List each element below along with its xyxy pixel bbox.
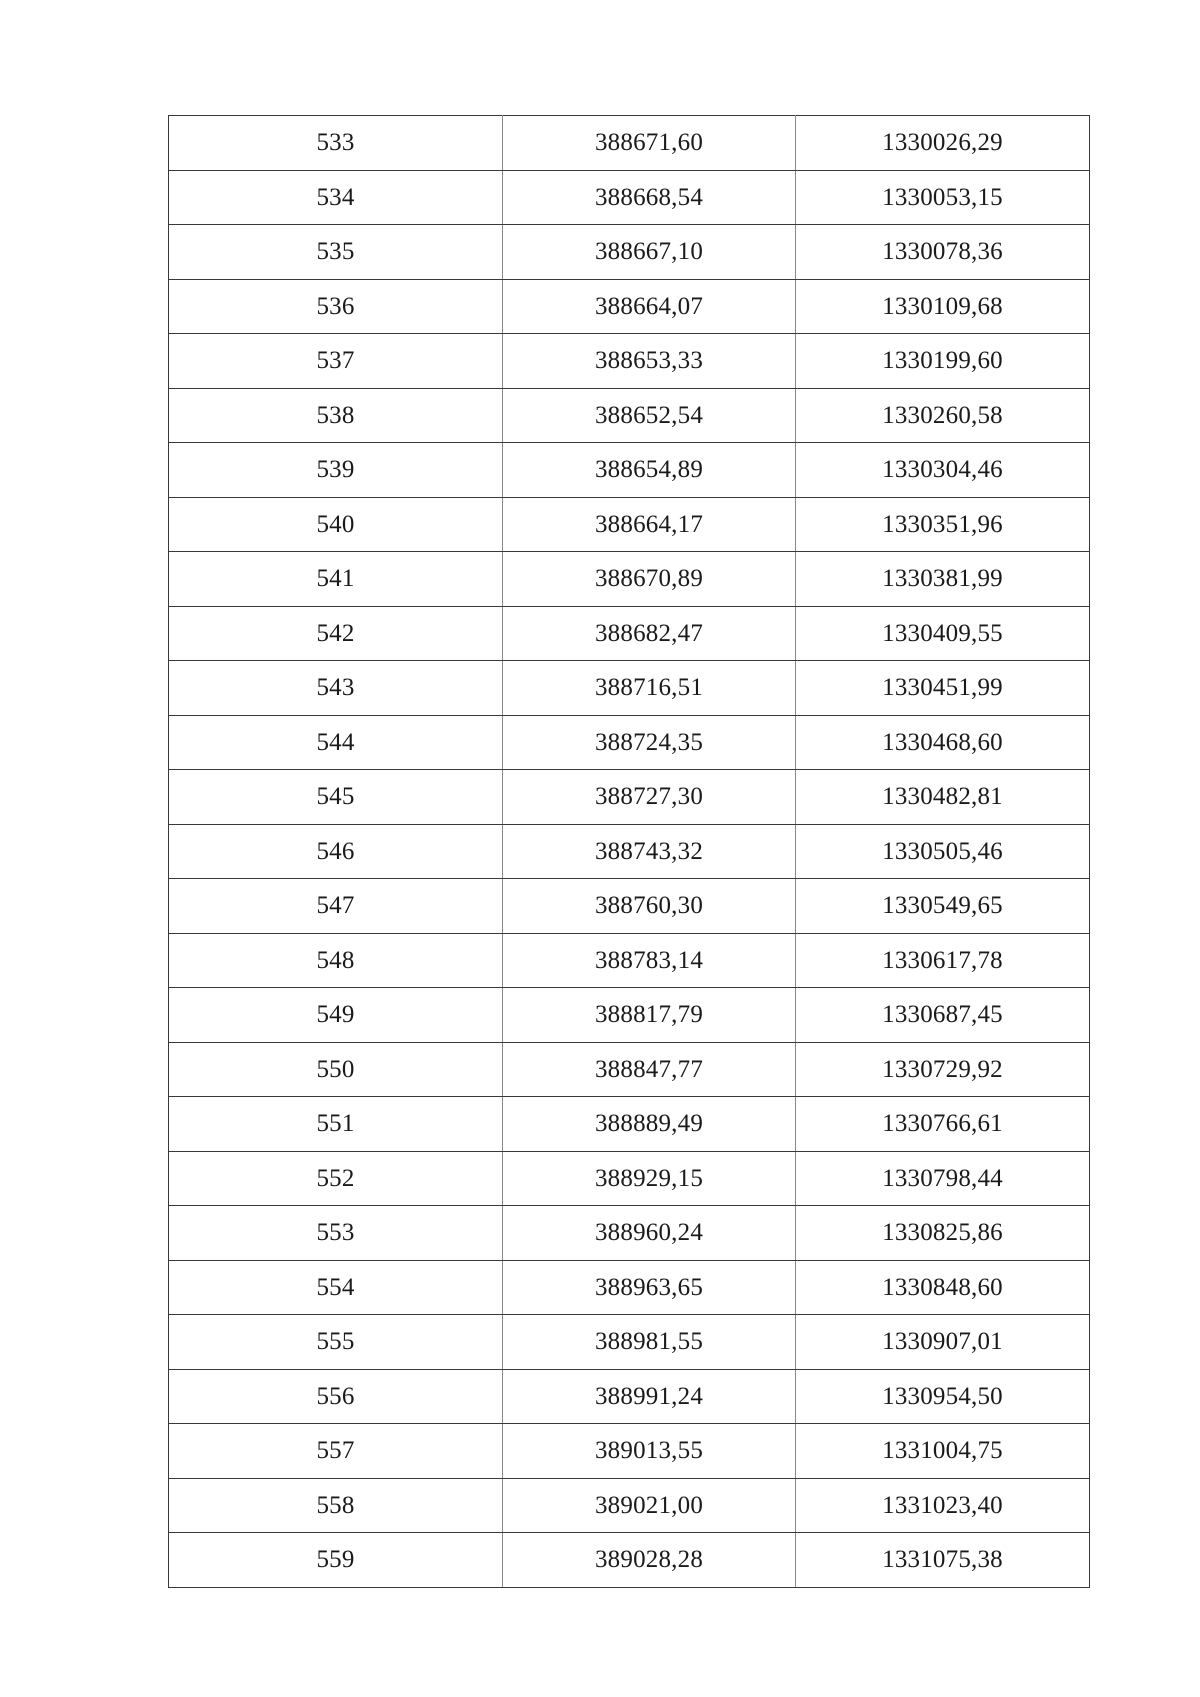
point-number-cell: 538 — [169, 388, 503, 443]
table-row — [169, 1424, 1090, 1479]
y-coordinate-cell: 1330617,78 — [796, 933, 1090, 988]
table-row — [169, 606, 1090, 661]
point-number-cell: 558 — [169, 1478, 503, 1533]
point-number-cell: 556 — [169, 1369, 503, 1424]
x-coordinate-cell: 388682,47 — [503, 606, 796, 661]
x-coordinate-cell: 388716,51 — [503, 661, 796, 716]
point-number-cell: 537 — [169, 334, 503, 389]
table-row — [169, 988, 1090, 1043]
point-number-cell: 551 — [169, 1097, 503, 1152]
point-number-cell: 544 — [169, 715, 503, 770]
y-coordinate-cell: 1330109,68 — [796, 279, 1090, 334]
x-coordinate-cell: 388963,65 — [503, 1260, 796, 1315]
point-number-cell: 541 — [169, 552, 503, 607]
table-row — [169, 334, 1090, 389]
table-row — [169, 770, 1090, 825]
x-coordinate-cell: 388981,55 — [503, 1315, 796, 1370]
y-coordinate-cell: 1330729,92 — [796, 1042, 1090, 1097]
point-number-cell: 540 — [169, 497, 503, 552]
x-coordinate-cell: 388960,24 — [503, 1206, 796, 1261]
x-coordinate-cell: 389028,28 — [503, 1533, 796, 1588]
table-row — [169, 1097, 1090, 1152]
table-row — [169, 1042, 1090, 1097]
x-coordinate-cell: 388667,10 — [503, 225, 796, 280]
y-coordinate-cell: 1330848,60 — [796, 1260, 1090, 1315]
x-coordinate-cell: 388670,89 — [503, 552, 796, 607]
x-coordinate-cell: 388991,24 — [503, 1369, 796, 1424]
table-row — [169, 225, 1090, 280]
point-number-cell: 550 — [169, 1042, 503, 1097]
y-coordinate-cell: 1330053,15 — [796, 170, 1090, 225]
point-number-cell: 534 — [169, 170, 503, 225]
y-coordinate-cell: 1330078,36 — [796, 225, 1090, 280]
point-number-cell: 559 — [169, 1533, 503, 1588]
y-coordinate-cell: 1330351,96 — [796, 497, 1090, 552]
y-coordinate-cell: 1330381,99 — [796, 552, 1090, 607]
table-row — [169, 715, 1090, 770]
table-row — [169, 933, 1090, 988]
table-row — [169, 1315, 1090, 1370]
x-coordinate-cell: 388664,17 — [503, 497, 796, 552]
table-row — [169, 388, 1090, 443]
point-number-cell: 554 — [169, 1260, 503, 1315]
x-coordinate-cell: 388847,77 — [503, 1042, 796, 1097]
table-row — [169, 497, 1090, 552]
y-coordinate-cell: 1330687,45 — [796, 988, 1090, 1043]
x-coordinate-cell: 388671,60 — [503, 116, 796, 171]
table-row — [169, 824, 1090, 879]
table-row — [169, 116, 1090, 171]
point-number-cell: 548 — [169, 933, 503, 988]
point-number-cell: 557 — [169, 1424, 503, 1479]
y-coordinate-cell: 1330954,50 — [796, 1369, 1090, 1424]
point-number-cell: 539 — [169, 443, 503, 498]
point-number-cell: 547 — [169, 879, 503, 934]
point-number-cell: 542 — [169, 606, 503, 661]
point-number-cell: 555 — [169, 1315, 503, 1370]
y-coordinate-cell: 1331004,75 — [796, 1424, 1090, 1479]
table-row — [169, 1206, 1090, 1261]
point-number-cell: 535 — [169, 225, 503, 280]
x-coordinate-cell: 388889,49 — [503, 1097, 796, 1152]
table-row — [169, 552, 1090, 607]
y-coordinate-cell: 1330549,65 — [796, 879, 1090, 934]
point-number-cell: 546 — [169, 824, 503, 879]
x-coordinate-cell: 388652,54 — [503, 388, 796, 443]
x-coordinate-cell: 388760,30 — [503, 879, 796, 934]
x-coordinate-cell: 388817,79 — [503, 988, 796, 1043]
y-coordinate-cell: 1330026,29 — [796, 116, 1090, 171]
table-row — [169, 1151, 1090, 1206]
table-row — [169, 1369, 1090, 1424]
x-coordinate-cell: 388654,89 — [503, 443, 796, 498]
point-number-cell: 536 — [169, 279, 503, 334]
point-number-cell: 552 — [169, 1151, 503, 1206]
y-coordinate-cell: 1330199,60 — [796, 334, 1090, 389]
x-coordinate-cell: 388929,15 — [503, 1151, 796, 1206]
coordinates-table-body — [169, 116, 1090, 1588]
y-coordinate-cell: 1330451,99 — [796, 661, 1090, 716]
point-number-cell: 533 — [169, 116, 503, 171]
point-number-cell: 543 — [169, 661, 503, 716]
y-coordinate-cell: 1330766,61 — [796, 1097, 1090, 1152]
coordinates-table — [168, 115, 1090, 1588]
x-coordinate-cell: 388664,07 — [503, 279, 796, 334]
y-coordinate-cell: 1330409,55 — [796, 606, 1090, 661]
x-coordinate-cell: 388743,32 — [503, 824, 796, 879]
x-coordinate-cell: 389013,55 — [503, 1424, 796, 1479]
point-number-cell: 545 — [169, 770, 503, 825]
table-row — [169, 170, 1090, 225]
y-coordinate-cell: 1331023,40 — [796, 1478, 1090, 1533]
table-row — [169, 279, 1090, 334]
x-coordinate-cell: 388727,30 — [503, 770, 796, 825]
y-coordinate-cell: 1330482,81 — [796, 770, 1090, 825]
y-coordinate-cell: 1330468,60 — [796, 715, 1090, 770]
x-coordinate-cell: 388668,54 — [503, 170, 796, 225]
point-number-cell: 549 — [169, 988, 503, 1043]
y-coordinate-cell: 1330825,86 — [796, 1206, 1090, 1261]
x-coordinate-cell: 389021,00 — [503, 1478, 796, 1533]
table-row — [169, 1260, 1090, 1315]
table-row — [169, 443, 1090, 498]
point-number-cell: 553 — [169, 1206, 503, 1261]
table-row — [169, 1533, 1090, 1588]
y-coordinate-cell: 1331075,38 — [796, 1533, 1090, 1588]
y-coordinate-cell: 1330505,46 — [796, 824, 1090, 879]
x-coordinate-cell: 388724,35 — [503, 715, 796, 770]
table-row — [169, 879, 1090, 934]
table-row — [169, 661, 1090, 716]
y-coordinate-cell: 1330907,01 — [796, 1315, 1090, 1370]
y-coordinate-cell: 1330304,46 — [796, 443, 1090, 498]
y-coordinate-cell: 1330798,44 — [796, 1151, 1090, 1206]
x-coordinate-cell: 388653,33 — [503, 334, 796, 389]
x-coordinate-cell: 388783,14 — [503, 933, 796, 988]
y-coordinate-cell: 1330260,58 — [796, 388, 1090, 443]
table-row — [169, 1478, 1090, 1533]
